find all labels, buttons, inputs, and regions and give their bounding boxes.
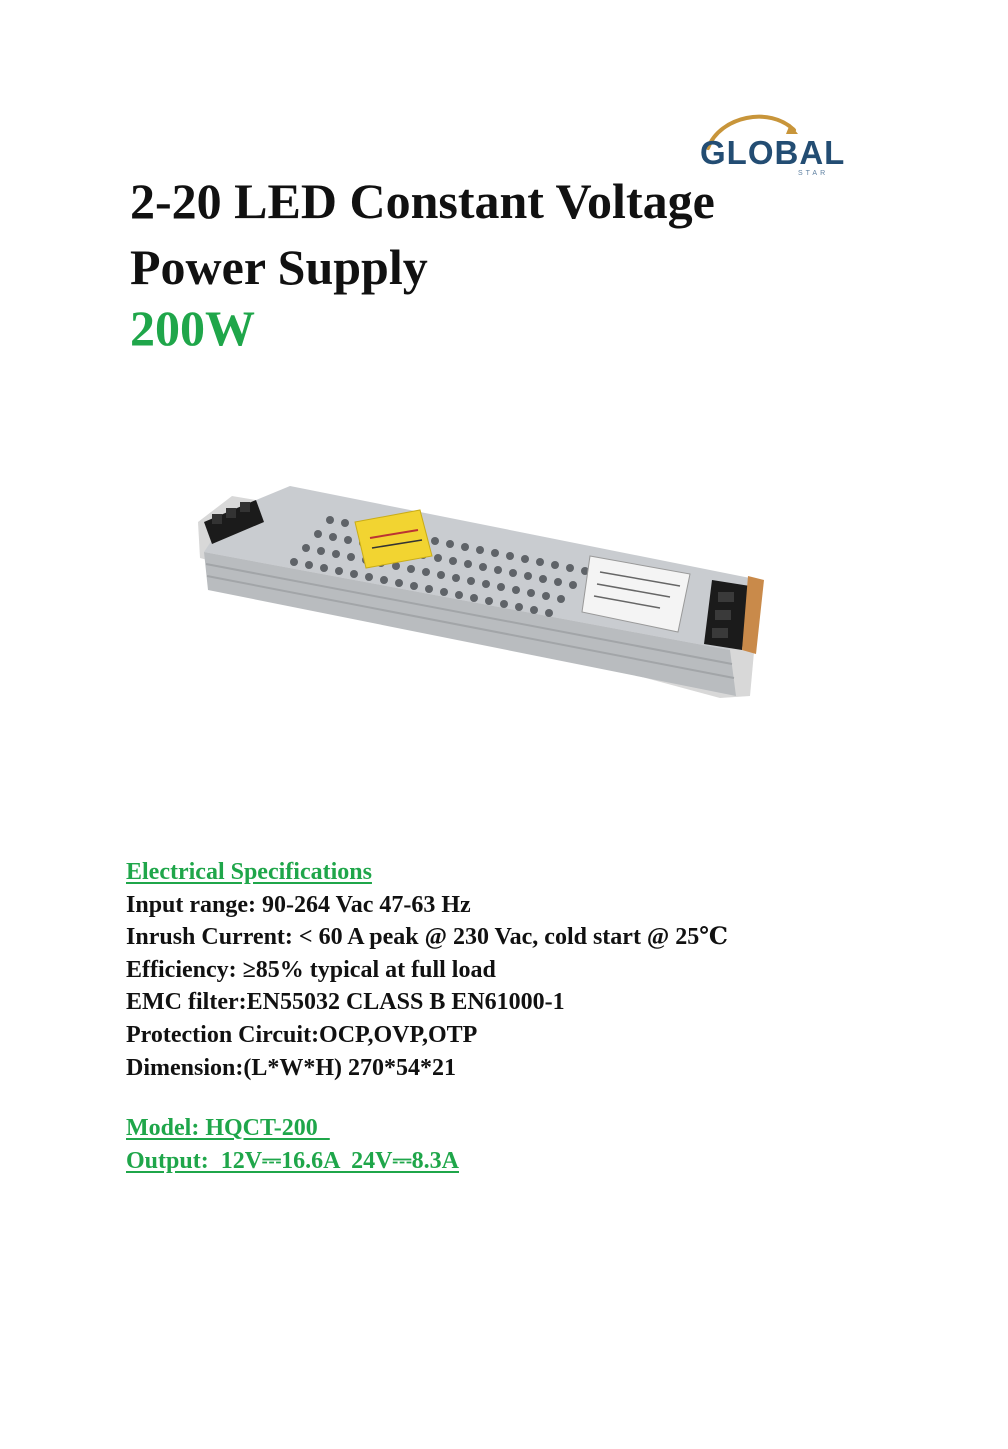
spec-dimension: Dimension:(L*W*H) 270*54*21 [126, 1054, 456, 1081]
spec-emc-filter: EMC filter:EN55032 CLASS B EN61000-1 [126, 989, 565, 1016]
spec-inrush-current: Inrush Current: < 60 A peak @ 230 Vac, cold start @ 25℃ [126, 924, 729, 951]
power-supply-image [190, 460, 790, 720]
brand-logo [690, 108, 860, 180]
electrical-specifications [126, 856, 728, 1084]
logo-subtext: STAR [798, 170, 829, 177]
model-line: Model: HQCT-200 [126, 1115, 330, 1141]
spec-input-range: Input range: 90-264 Vac 47-63 Hz [126, 891, 471, 918]
output-line: Output: 12V⎓16.6A 24V⎓8.3A [126, 1147, 459, 1174]
model-output-block [126, 1112, 459, 1177]
title-line-2: Power Supply [130, 239, 428, 295]
spec-protection-circuit: Protection Circuit:OCP,OVP,OTP [126, 1021, 478, 1048]
logo-wordmark: GLOBAL [700, 134, 846, 171]
page-title [130, 168, 715, 300]
power-rating: 200W [130, 300, 255, 356]
title-line-1: 2-20 LED Constant Voltage [130, 173, 715, 229]
spec-efficiency: Efficiency: ≥85% typical at full load [126, 956, 496, 983]
specs-heading: Electrical Specifications [126, 859, 372, 885]
